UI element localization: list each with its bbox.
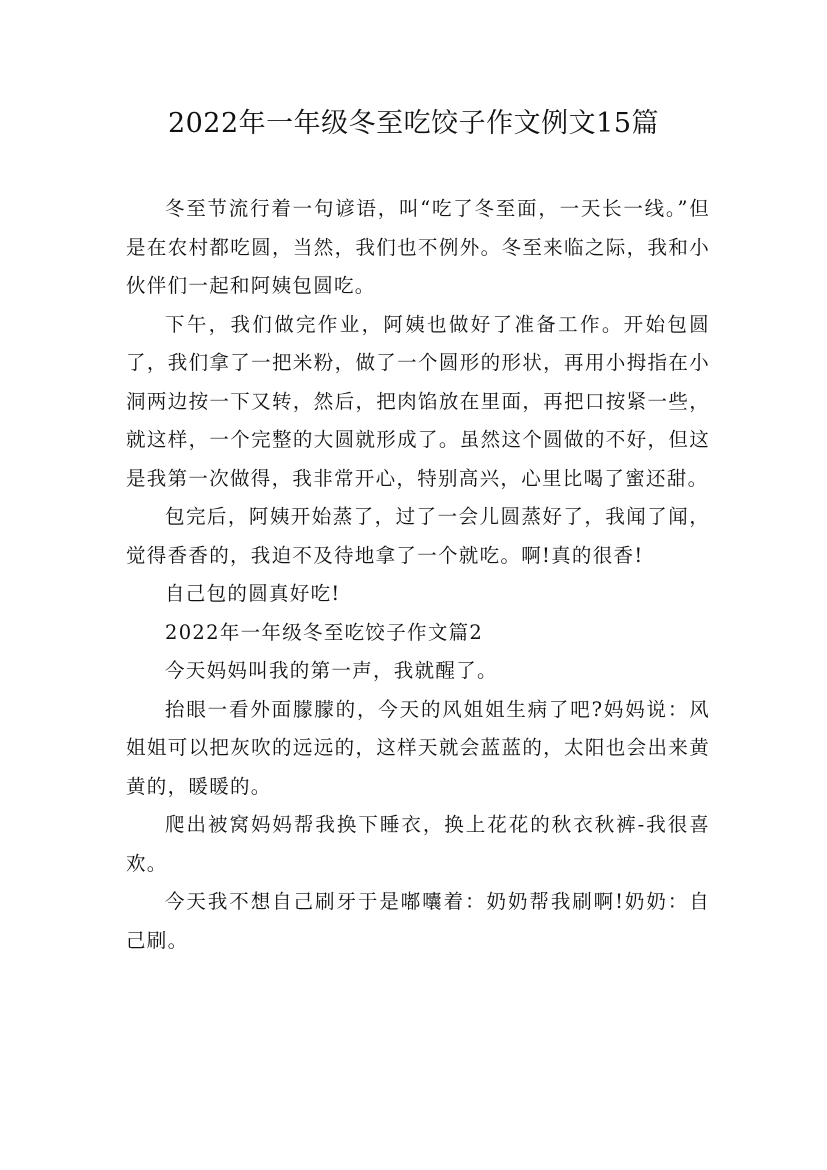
- paragraph-8: 今天我不想自己刷牙于是嘟囔着：奶奶帮我刷啊!奶奶：自己刷。: [126, 890, 710, 952]
- paragraph-6: 抬眼一看外面朦朦的，今天的风姐姐生病了吧?妈妈说：风姐姐可以把灰吹的远远的，这样天就会蓝蓝的，太阳也会出来黄黄的，暖暖的。: [126, 697, 710, 798]
- document-body: [126, 190, 710, 960]
- paragraph-5: 今天妈妈叫我的第一声，我就醒了。: [165, 659, 498, 682]
- document-title: 2022年一年级冬至吃饺子作文例文15篇: [167, 108, 660, 139]
- paragraph-4: 自己包的圆真好吃!: [165, 582, 341, 605]
- paragraph-2: 下午，我们做完作业，阿姨也做好了准备工作。开始包圆了，我们拿了一把米粉，做了一个圆形的形状，再用小拇指在小洞两边按一下又转，然后，把肉馅放在里面，再把口按紧一些，就这样，一个完整的大圆就形成了。虽然这个圆做的不好，但这是我第一次做得，我非常开心，特别高兴，心里比喝了蜜还甜。: [126, 312, 710, 490]
- paragraph-3: 包完后，阿姨开始蒸了，过了一会儿圆蒸好了，我闻了闻，觉得香香的，我迫不及待地拿了一个就吃。啊!真的很香!: [126, 505, 710, 567]
- paragraph-1: 冬至节流行着一句谚语，叫“吃了冬至面，一天长一线。”但是在农村都吃圆，当然，我们也不例外。冬至来临之际，我和小伙伴们一起和阿姨包圆吃。: [126, 197, 710, 297]
- section-heading: 2022年一年级冬至吃饺子作文篇2: [165, 620, 484, 644]
- paragraph-7: 爬出被窝妈妈帮我换下睡衣，换上花花的秋衣秋裤-我很喜欢。: [126, 813, 710, 875]
